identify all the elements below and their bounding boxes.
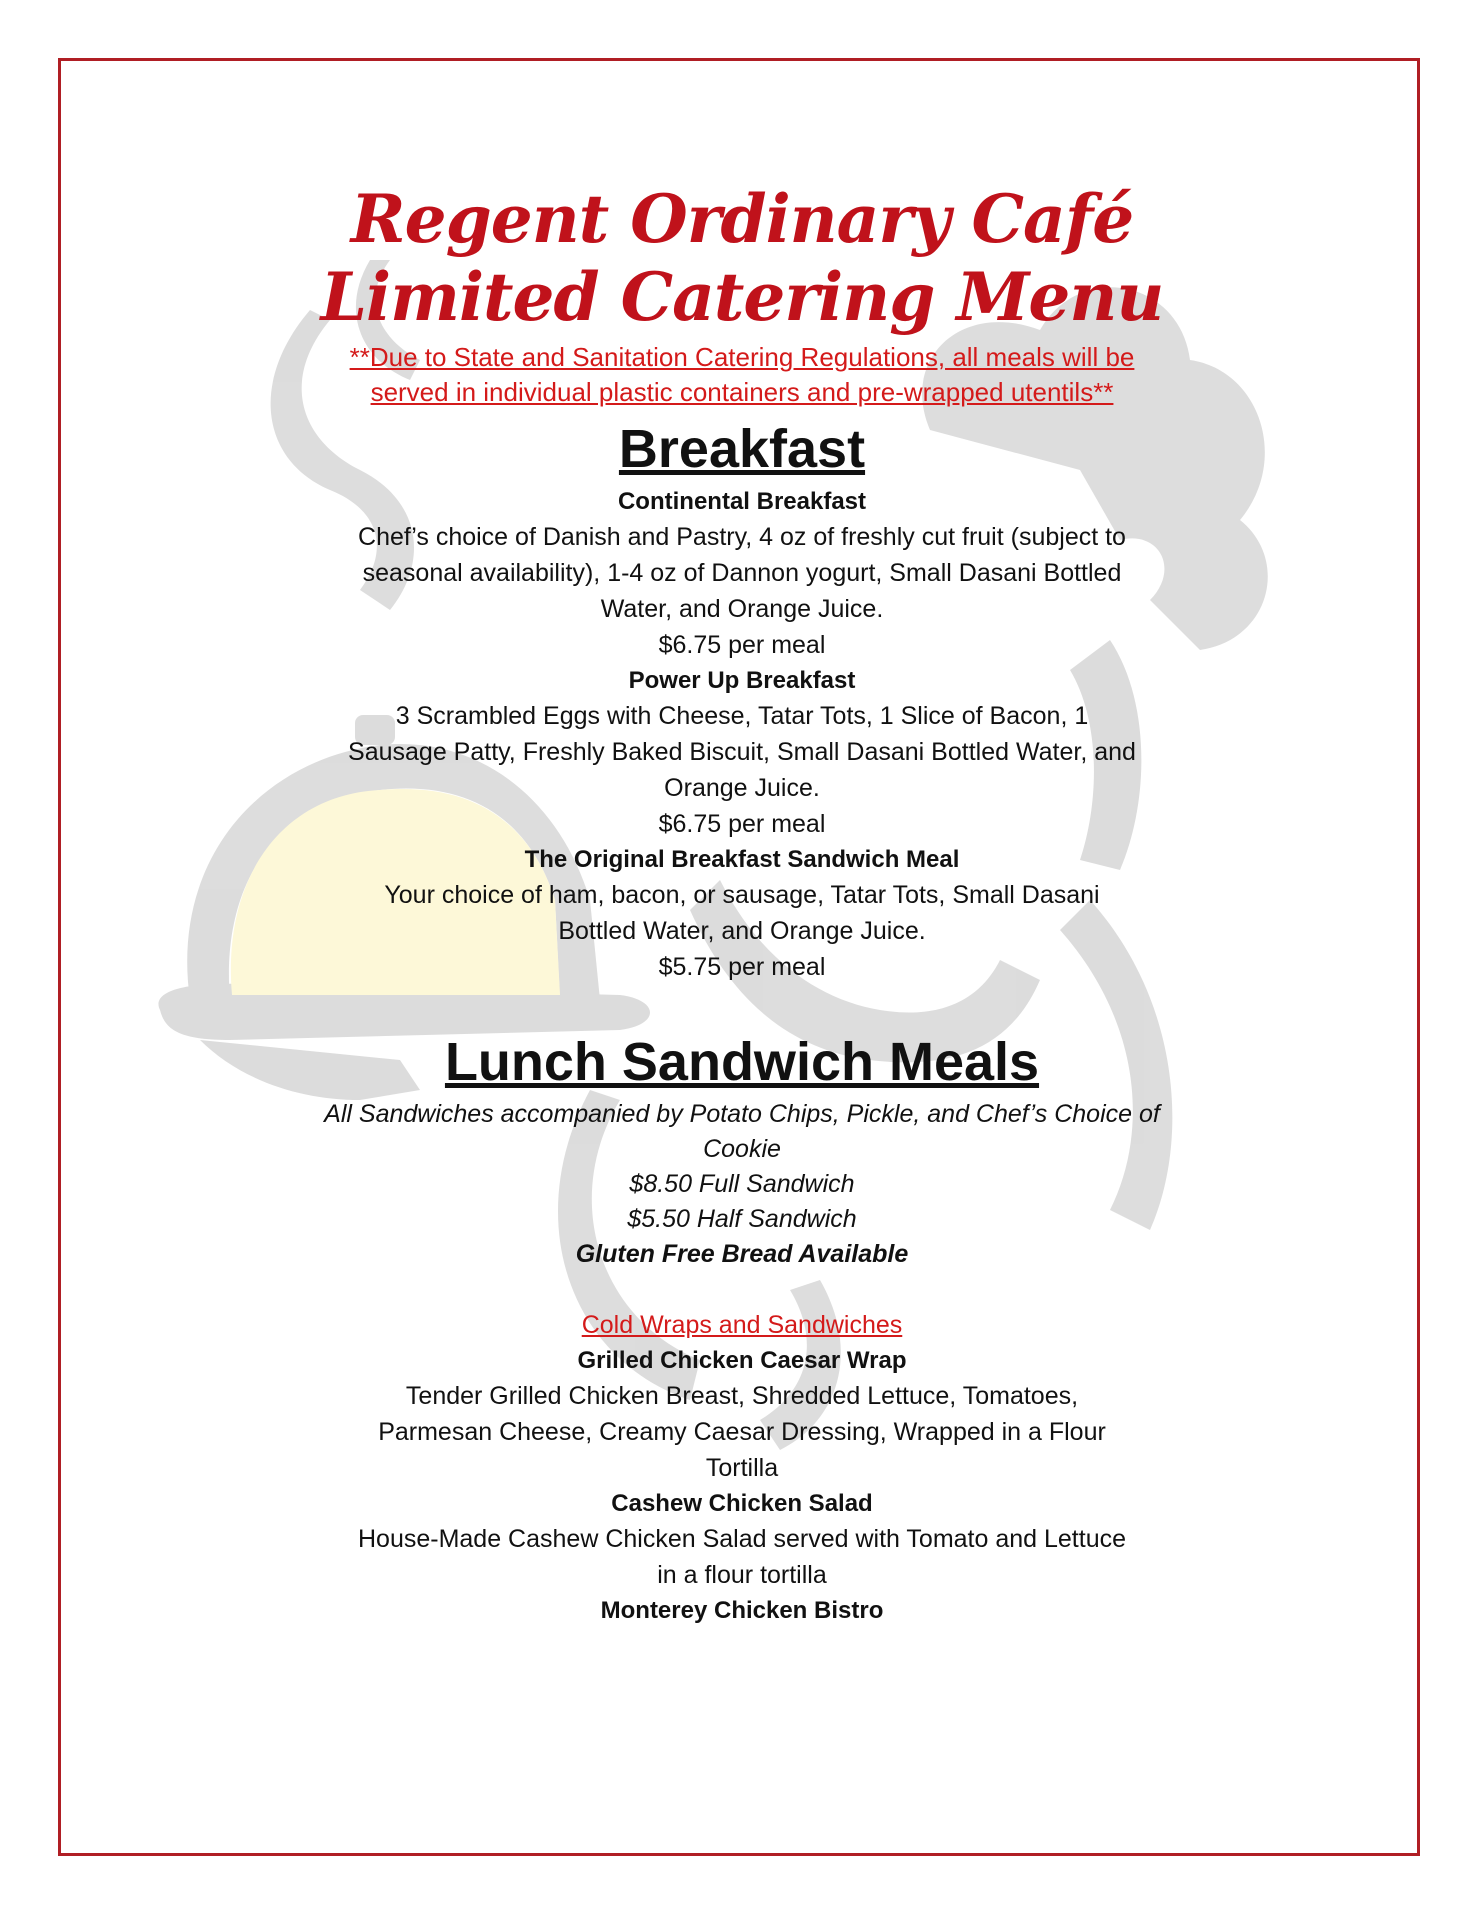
breakfast-heading: Breakfast bbox=[618, 419, 866, 479]
title-line-1: Regent Ordinary Café bbox=[350, 180, 1134, 258]
item-description: 3 Scrambled Eggs with Cheese, Tatar Tots, 1 Slice of Bacon, 1 Sausage Patty, Freshly Baked Biscuit, Small Dasani Bottled Water, and Orange Juice. bbox=[348, 702, 1136, 802]
item-description: Your choice of ham, bacon, or sausage, Tatar Tots, Small Dasani Bottled Water, and Orange Juice. bbox=[384, 881, 1100, 945]
menu-item-cashew-chicken-salad bbox=[300, 1486, 1184, 1593]
menu-content bbox=[300, 180, 1184, 1628]
menu-item-original-breakfast-sandwich bbox=[300, 842, 1184, 985]
gluten-free-note: Gluten Free Bread Available bbox=[575, 1240, 909, 1268]
menu-item-power-up-breakfast bbox=[300, 663, 1184, 842]
item-description: Tender Grilled Chicken Breast, Shredded Lettuce, Tomatoes, Parmesan Cheese, Creamy Caesar Dressing, Wrapped in a Flour Tortilla bbox=[378, 1382, 1106, 1482]
item-description: House-Made Cashew Chicken Salad served with Tomato and Lettuce in a flour tortilla bbox=[357, 1525, 1127, 1589]
menu-item-continental-breakfast bbox=[300, 484, 1184, 663]
item-name: Continental Breakfast bbox=[617, 488, 867, 515]
lunch-intro: All Sandwiches accompanied by Potato Chips, Pickle, and Chef’s Choice of Cookie bbox=[324, 1100, 1160, 1163]
item-name: Cashew Chicken Salad bbox=[611, 1490, 873, 1517]
item-name: Monterey Chicken Bistro bbox=[600, 1597, 884, 1624]
title-line-2: Limited Catering Menu bbox=[320, 258, 1164, 336]
lunch-heading: Lunch Sandwich Meals bbox=[444, 1032, 1040, 1092]
menu-item-monterey-chicken-bistro bbox=[300, 1593, 1184, 1628]
menu-item-grilled-chicken-caesar-wrap bbox=[300, 1343, 1184, 1486]
item-name: Power Up Breakfast bbox=[628, 667, 856, 694]
page-title bbox=[300, 180, 1184, 336]
price-full-sandwich: $8.50 Full Sandwich bbox=[629, 1170, 855, 1198]
item-price: $5.75 per meal bbox=[658, 953, 826, 981]
item-description: Chef’s choice of Danish and Pastry, 4 oz of freshly cut fruit (subject to seasonal availability), 1-4 oz of Dannon yogurt, Small Dasani Bottled Water, and Orange Juice. bbox=[358, 523, 1126, 623]
cold-wraps-subheading: Cold Wraps and Sandwiches bbox=[581, 1311, 903, 1339]
regulations-notice: **Due to State and Sanitation Catering Regulations, all meals will be served in individual plastic containers and pre-wrapped utentils** bbox=[349, 342, 1135, 407]
item-price: $6.75 per meal bbox=[658, 631, 826, 659]
item-name: Grilled Chicken Caesar Wrap bbox=[577, 1347, 907, 1374]
item-price: $6.75 per meal bbox=[658, 810, 826, 838]
item-name: The Original Breakfast Sandwich Meal bbox=[524, 846, 960, 873]
price-half-sandwich: $5.50 Half Sandwich bbox=[627, 1205, 857, 1233]
